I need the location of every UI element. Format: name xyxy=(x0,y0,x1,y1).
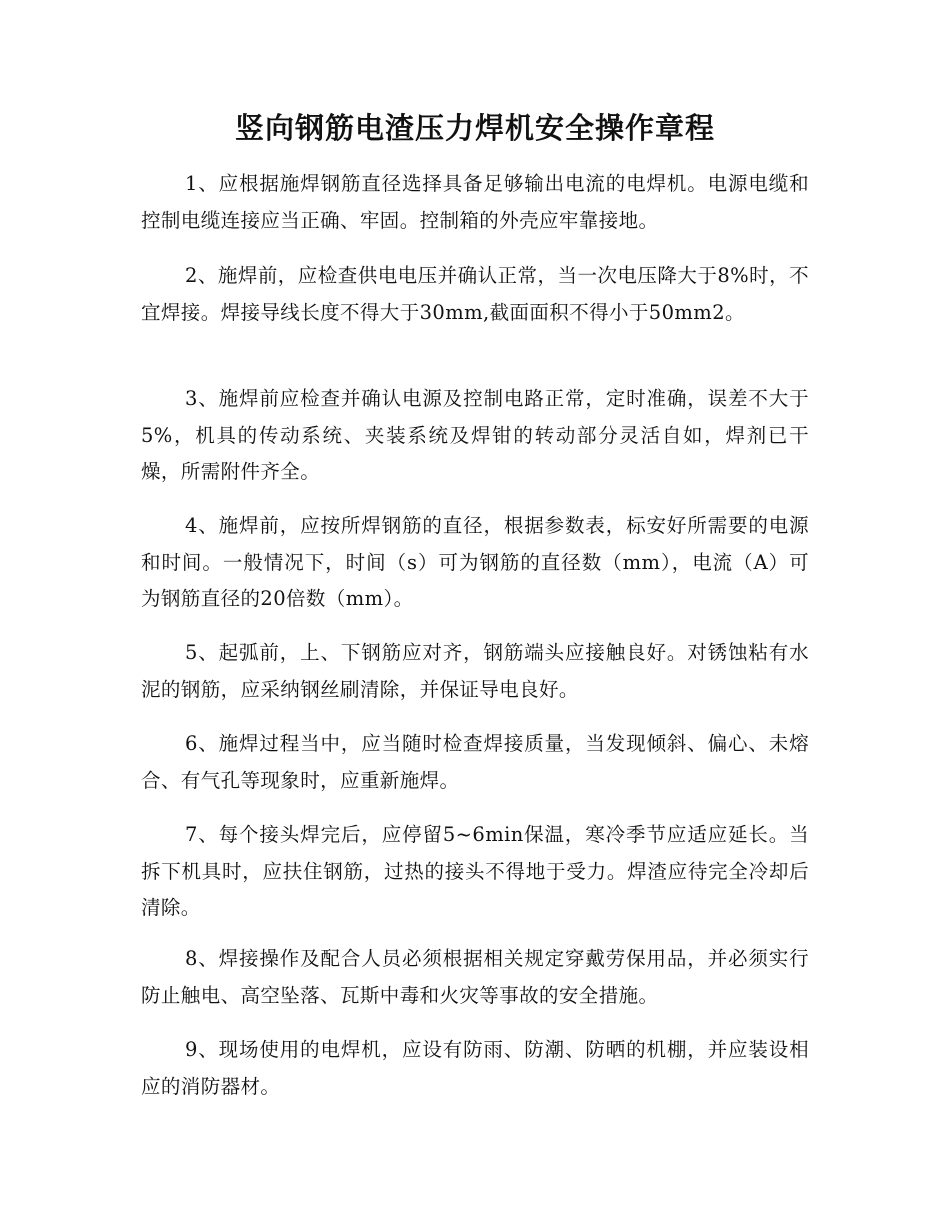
document-title: 竖向钢筋电渣压力焊机安全操作章程 xyxy=(234,111,715,145)
paragraph-5: 5、起弧前，上、下钢筋应对齐，钢筋端头应接触良好。对锈蚀粘有水泥的钢筋，应采纳钢丝刷清除，并保证导电良好。 xyxy=(141,641,809,701)
paragraph-4: 4、施焊前，应按所焊钢筋的直径，根据参数表，标安好所需要的电源和时间。一般情况下，时间（s）可为钢筋的直径数（mm），电流（A）可为钢筋直径的20倍数（mm）。 xyxy=(141,514,809,610)
paragraph-2: 2、施焊前，应检查供电电压并确认正常，当一次电压降大于8%时，不宜焊接。焊接导线长度不得大于30mm,截面面积不得小于50mm2。 xyxy=(141,264,809,324)
paragraph-7: 7、每个接头焊完后，应停留5~6min保温，寒冷季节应适应延长。当拆下机具时，应扶住钢筋，过热的接头不得地于受力。焊渣应待完全冷却后清除。 xyxy=(141,823,809,919)
paragraph-9: 9、现场使用的电焊机，应设有防雨、防潮、防晒的机棚，并应装设相应的消防器材。 xyxy=(141,1038,809,1098)
paragraph-8: 8、焊接操作及配合人员必须根据相关规定穿戴劳保用品，并必须实行防止触电、高空坠落、瓦斯中毒和火灾等事故的安全措施。 xyxy=(141,947,809,1007)
paragraph-3: 3、施焊前应检查并确认电源及控制电路正常，定时准确，误差不大于5%，机具的传动系统、夹装系统及焊钳的转动部分灵活自如，焊剂已干燥，所需附件齐全。 xyxy=(141,387,809,483)
paragraph-6: 6、施焊过程当中，应当随时检查焊接质量，当发现倾斜、偏心、未熔合、有气孔等现象时，应重新施焊。 xyxy=(141,732,809,792)
paragraph-1: 1、应根据施焊钢筋直径选择具备足够输出电流的电焊机。电源电缆和控制电缆连接应当正确、牢固。控制箱的外壳应牢靠接地。 xyxy=(141,172,809,232)
